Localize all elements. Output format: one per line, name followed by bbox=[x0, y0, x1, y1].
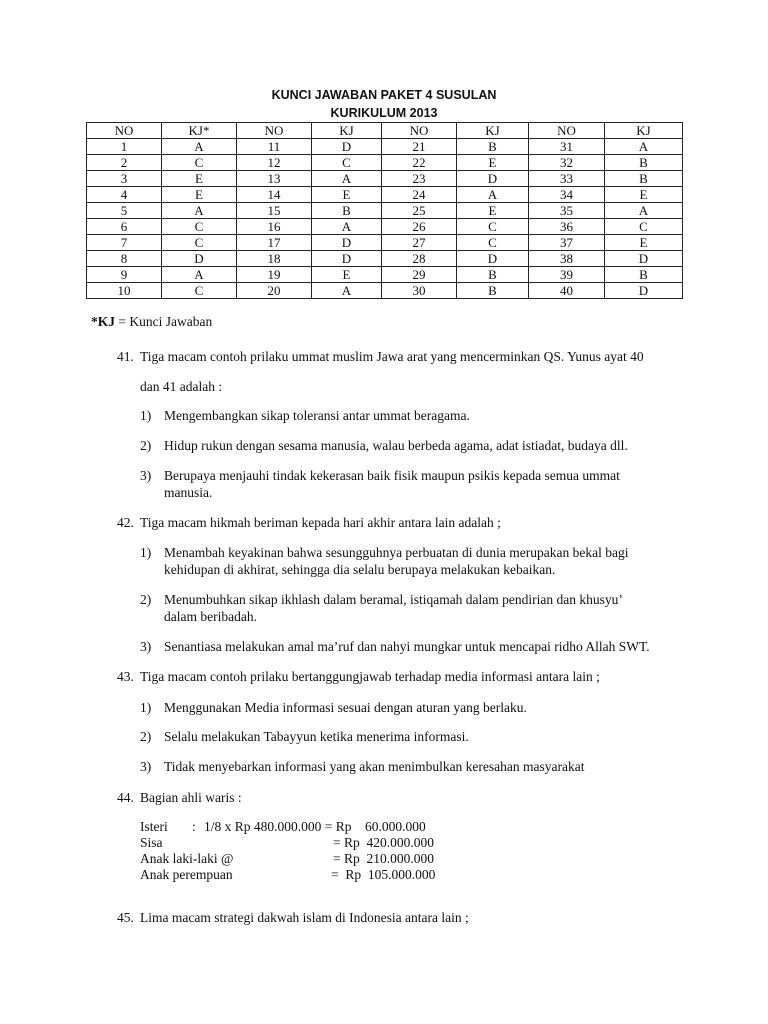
list-item-number: 1) bbox=[140, 545, 152, 560]
list-item: Senantiasa melakukan amal ma’ruf dan nahyi mungkar untuk mencapai ridho Allah SWT. bbox=[164, 639, 650, 654]
question-number-cell: 21 bbox=[382, 139, 457, 155]
answer-key-cell: A bbox=[162, 139, 237, 155]
list-item: Berupaya menjauhi tindak kekerasan baik fisik maupun psikis kepada semua ummat manusia. bbox=[164, 468, 620, 500]
question-number-cell: 38 bbox=[529, 251, 605, 267]
answer-key-cell: E bbox=[312, 267, 382, 283]
question-number-cell: 19 bbox=[237, 267, 312, 283]
answer-key-cell: C bbox=[162, 155, 237, 171]
question-number-cell: 2 bbox=[87, 155, 162, 171]
question-number-cell: 27 bbox=[382, 235, 457, 251]
header-cell: NO bbox=[237, 123, 312, 139]
list-item-number: 2) bbox=[140, 729, 152, 744]
answer-key-cell: A bbox=[457, 187, 529, 203]
list-item-number: 3) bbox=[140, 639, 152, 654]
question-number-cell: 30 bbox=[382, 283, 457, 299]
doc-title: KUNCI JAWABAN PAKET 4 SUSULAN bbox=[271, 88, 497, 102]
answer-key-cell: E bbox=[457, 155, 529, 171]
list-item-number: 2) bbox=[140, 438, 152, 453]
answer-key-cell: E bbox=[605, 187, 683, 203]
answer-key-cell: E bbox=[605, 235, 683, 251]
question-number-cell: 33 bbox=[529, 171, 605, 187]
question-number-cell: 3 bbox=[87, 171, 162, 187]
answer-key-cell: B bbox=[457, 283, 529, 299]
calc-value: 1/8 x Rp 480.000.000 = Rp 60.000.000 bbox=[204, 819, 426, 834]
question-number: 42. bbox=[117, 515, 134, 530]
answer-key-cell: C bbox=[457, 219, 529, 235]
answer-key-cell: D bbox=[312, 235, 382, 251]
table-row bbox=[87, 203, 683, 219]
list-item: Menambah keyakinan bahwa sesungguhnya perbuatan di dunia merupakan bekal bagi kehidupan di akhirat, sehingga dia selalu berupaya melakukan kebaikan. bbox=[164, 545, 629, 577]
answer-key-cell: A bbox=[162, 203, 237, 219]
header-cell: KJ bbox=[457, 123, 529, 139]
answer-key-cell: D bbox=[312, 139, 382, 155]
list-item-number: 3) bbox=[140, 468, 152, 483]
question-text: Tiga macam hikmah beriman kepada hari akhir antara lain adalah ; bbox=[140, 515, 501, 530]
table-row bbox=[87, 187, 683, 203]
question-text: Lima macam strategi dakwah islam di Indonesia antara lain ; bbox=[140, 910, 469, 925]
header-cell: KJ bbox=[312, 123, 382, 139]
list-item-number: 1) bbox=[140, 700, 152, 715]
question-number-cell: 17 bbox=[237, 235, 312, 251]
header-cell: NO bbox=[529, 123, 605, 139]
question-number: 44. bbox=[117, 790, 134, 805]
answer-key-cell: A bbox=[312, 171, 382, 187]
question-number-cell: 6 bbox=[87, 219, 162, 235]
answer-key-cell: B bbox=[605, 171, 683, 187]
answer-key-cell: B bbox=[605, 155, 683, 171]
question-number-cell: 12 bbox=[237, 155, 312, 171]
header-cell: KJ* bbox=[162, 123, 237, 139]
question-number-cell: 26 bbox=[382, 219, 457, 235]
question-number-cell: 20 bbox=[237, 283, 312, 299]
answer-key-cell: C bbox=[605, 219, 683, 235]
answer-key-cell: A bbox=[312, 219, 382, 235]
question-number-cell: 7 bbox=[87, 235, 162, 251]
calc-value: = Rp 210.000.000 bbox=[333, 851, 434, 866]
table-row bbox=[87, 155, 683, 171]
answer-key-cell: A bbox=[605, 203, 683, 219]
calc-label: Anak perempuan bbox=[140, 867, 233, 882]
table-row bbox=[87, 267, 683, 283]
answer-key-cell: C bbox=[162, 219, 237, 235]
answer-key-table bbox=[86, 122, 683, 299]
list-item: Menggunakan Media informasi sesuai dengan aturan yang berlaku. bbox=[164, 700, 527, 715]
question-text: Tiga macam contoh prilaku bertanggungjawab terhadap media informasi antara lain ; bbox=[140, 669, 600, 684]
question-number-cell: 32 bbox=[529, 155, 605, 171]
answer-key-cell: A bbox=[162, 267, 237, 283]
list-item-number: 3) bbox=[140, 759, 152, 774]
question-number-cell: 18 bbox=[237, 251, 312, 267]
table-row bbox=[87, 251, 683, 267]
question-number: 41. bbox=[117, 349, 134, 364]
table-row bbox=[87, 219, 683, 235]
calc-value: = Rp 420.000.000 bbox=[333, 835, 434, 850]
question-number-cell: 36 bbox=[529, 219, 605, 235]
answer-key-cell: B bbox=[605, 267, 683, 283]
calc-label: Isteri bbox=[140, 819, 168, 834]
question-number-cell: 1 bbox=[87, 139, 162, 155]
question-number-cell: 5 bbox=[87, 203, 162, 219]
table-header-row bbox=[87, 123, 683, 139]
answer-key-cell: C bbox=[457, 235, 529, 251]
list-item: Selalu melakukan Tabayyun ketika menerima informasi. bbox=[164, 729, 469, 744]
list-item: Menumbuhkan sikap ikhlash dalam beramal, istiqamah dalam pendirian dan khusyu’ dalam beribadah. bbox=[164, 592, 622, 624]
question-number-cell: 11 bbox=[237, 139, 312, 155]
list-item: Hidup rukun dengan sesama manusia, walau berbeda agama, adat istiadat, budaya dll. bbox=[164, 438, 628, 453]
question-number-cell: 28 bbox=[382, 251, 457, 267]
question-text: Bagian ahli waris : bbox=[140, 790, 242, 805]
answer-key-cell: D bbox=[605, 283, 683, 299]
doc-subtitle: KURIKULUM 2013 bbox=[330, 106, 438, 120]
question-number-cell: 4 bbox=[87, 187, 162, 203]
table-row bbox=[87, 171, 683, 187]
list-item: Mengembangkan sikap toleransi antar ummat beragama. bbox=[164, 408, 470, 423]
question-number-cell: 9 bbox=[87, 267, 162, 283]
answer-key-cell: B bbox=[457, 267, 529, 283]
calc-label: Sisa bbox=[140, 835, 163, 850]
header-cell: KJ bbox=[605, 123, 683, 139]
question-number-cell: 35 bbox=[529, 203, 605, 219]
question-number-cell: 23 bbox=[382, 171, 457, 187]
question-number: 43. bbox=[117, 669, 134, 684]
question-number-cell: 25 bbox=[382, 203, 457, 219]
question-number: 45. bbox=[117, 910, 134, 925]
question-number-cell: 10 bbox=[87, 283, 162, 299]
question-number-cell: 29 bbox=[382, 267, 457, 283]
answer-key-note bbox=[91, 314, 212, 330]
header-cell: NO bbox=[382, 123, 457, 139]
list-item-number: 1) bbox=[140, 408, 152, 423]
calc-colon: : bbox=[192, 819, 196, 834]
answer-key-cell: A bbox=[312, 283, 382, 299]
question-number-cell: 14 bbox=[237, 187, 312, 203]
answer-key-cell: E bbox=[162, 171, 237, 187]
note-text: = Kunci Jawaban bbox=[115, 314, 213, 329]
answer-key-cell: C bbox=[312, 155, 382, 171]
table-row bbox=[87, 139, 683, 155]
answer-key-cell: D bbox=[312, 251, 382, 267]
answer-key-cell: A bbox=[605, 139, 683, 155]
question-number-cell: 37 bbox=[529, 235, 605, 251]
question-number-cell: 34 bbox=[529, 187, 605, 203]
answer-key-cell: D bbox=[457, 251, 529, 267]
question-number-cell: 16 bbox=[237, 219, 312, 235]
question-number-cell: 22 bbox=[382, 155, 457, 171]
question-number-cell: 39 bbox=[529, 267, 605, 283]
question-number-cell: 40 bbox=[529, 283, 605, 299]
answer-key-cell: E bbox=[312, 187, 382, 203]
question-text-cont: dan 41 adalah : bbox=[140, 379, 223, 394]
table-row bbox=[87, 235, 683, 251]
calc-label: Anak laki-laki @ bbox=[140, 851, 234, 866]
answer-key-cell: D bbox=[162, 251, 237, 267]
table-row bbox=[87, 283, 683, 299]
header-cell: NO bbox=[87, 123, 162, 139]
calc-value: = Rp 105.000.000 bbox=[331, 867, 436, 882]
answer-key-cell: D bbox=[605, 251, 683, 267]
answer-key-cell: C bbox=[162, 283, 237, 299]
note-key: *KJ bbox=[91, 314, 116, 329]
question-text: Tiga macam contoh prilaku ummat muslim Jawa arat yang mencerminkan QS. Yunus ayat 40 bbox=[140, 349, 644, 364]
question-number-cell: 15 bbox=[237, 203, 312, 219]
question-number-cell: 31 bbox=[529, 139, 605, 155]
answer-key-cell: C bbox=[162, 235, 237, 251]
list-item-number: 2) bbox=[140, 592, 152, 607]
answer-key-cell: B bbox=[312, 203, 382, 219]
question-number-cell: 24 bbox=[382, 187, 457, 203]
question-number-cell: 13 bbox=[237, 171, 312, 187]
table-body bbox=[87, 139, 683, 299]
answer-key-cell: E bbox=[162, 187, 237, 203]
answer-key-cell: E bbox=[457, 203, 529, 219]
answer-key-cell: B bbox=[457, 139, 529, 155]
list-item: Tidak menyebarkan informasi yang akan menimbulkan keresahan masyarakat bbox=[164, 759, 585, 774]
answer-key-cell: D bbox=[457, 171, 529, 187]
question-number-cell: 8 bbox=[87, 251, 162, 267]
